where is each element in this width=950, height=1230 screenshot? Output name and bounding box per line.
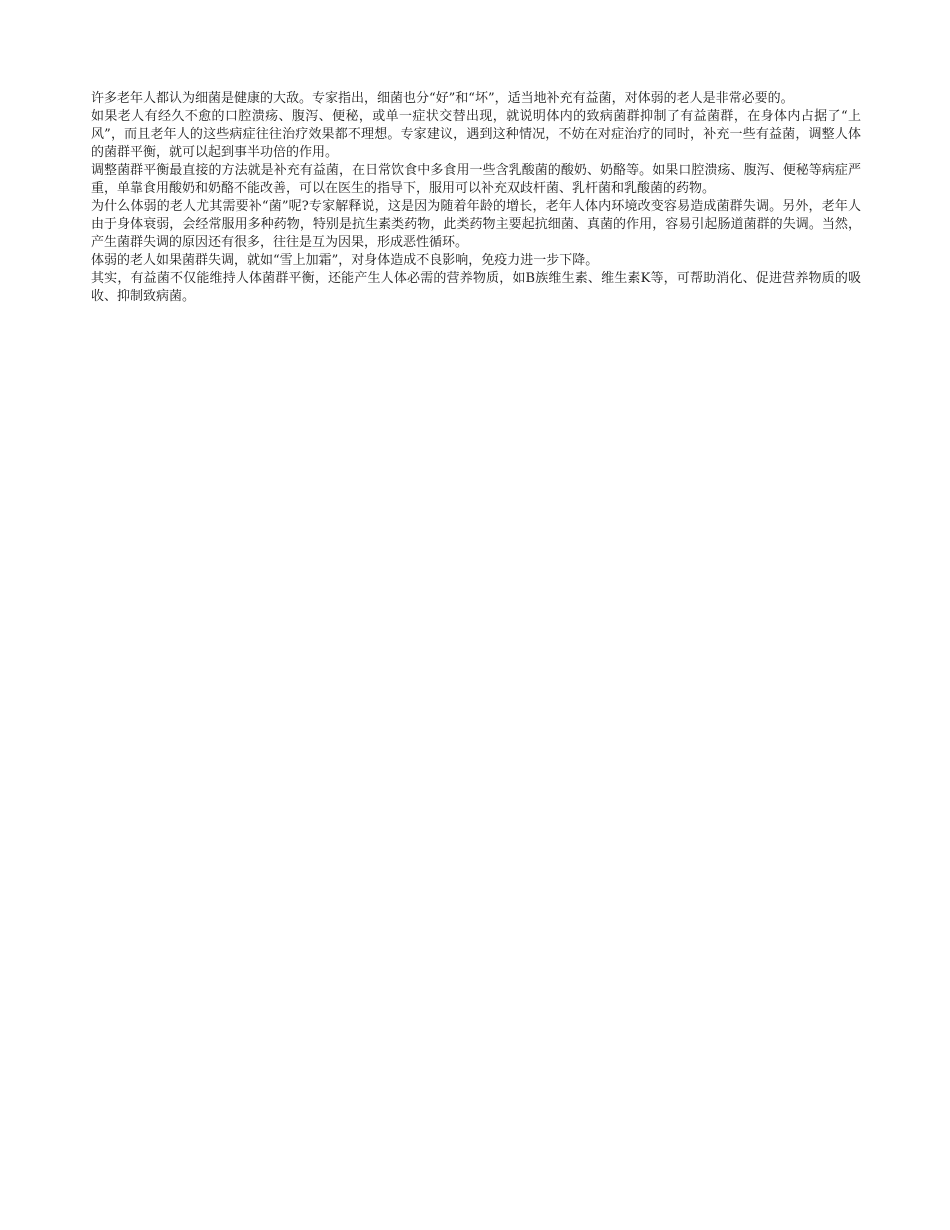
paragraph-4: 为什么体弱的老人尤其需要补“菌”呢?专家解释说，这是因为随着年龄的增长，老年人体内环境改变容易造成菌群失调。另外，老年人由于身体衰弱，会经常服用多种药物，特别是抗生素类药物，此类药物主要起抗细菌、真菌的作用，容易引起肠道菌群的失调。当然，产生菌群失调的原因还有很多，往往是互为因果，形成恶性循环。 — [91, 199, 861, 250]
paragraph-1: 许多老年人都认为细菌是健康的大敌。专家指出，细菌也分“好”和“坏”，适当地补充有益菌，对体弱的老人是非常必要的。 — [91, 91, 794, 106]
paragraph-6: 其实，有益菌不仅能维持人体菌群平衡，还能产生人体必需的营养物质，如B族维生素、维生素K等，可帮助消化、促进营养物质的吸收、抑制致病菌。 — [91, 271, 861, 304]
paragraph-3: 调整菌群平衡最直接的方法就是补充有益菌，在日常饮食中多食用一些含乳酸菌的酸奶、奶酪等。如果口腔溃疡、腹泻、便秘等病症严重，单靠食用酸奶和奶酪不能改善，可以在医生的指导下，服用可以补充双歧杆菌、乳杆菌和乳酸菌的药物。 — [91, 163, 861, 196]
paragraph-5: 体弱的老人如果菌群失调，就如“雪上加霜”，对身体造成不良影响，免疫力进一步下降。 — [91, 253, 599, 268]
paragraph-2: 如果老人有经久不愈的口腔溃疡、腹泻、便秘，或单一症状交替出现，就说明体内的致病菌群抑制了有益菌群，在身体内占据了“上风”，而且老年人的这些病症往往治疗效果都不理想。专家建议，遇到这种情况，不妨在对症治疗的同时，补充一些有益菌，调整人体的菌群平衡，就可以起到事半功倍的作用。 — [91, 109, 861, 160]
document-body — [91, 90, 861, 306]
